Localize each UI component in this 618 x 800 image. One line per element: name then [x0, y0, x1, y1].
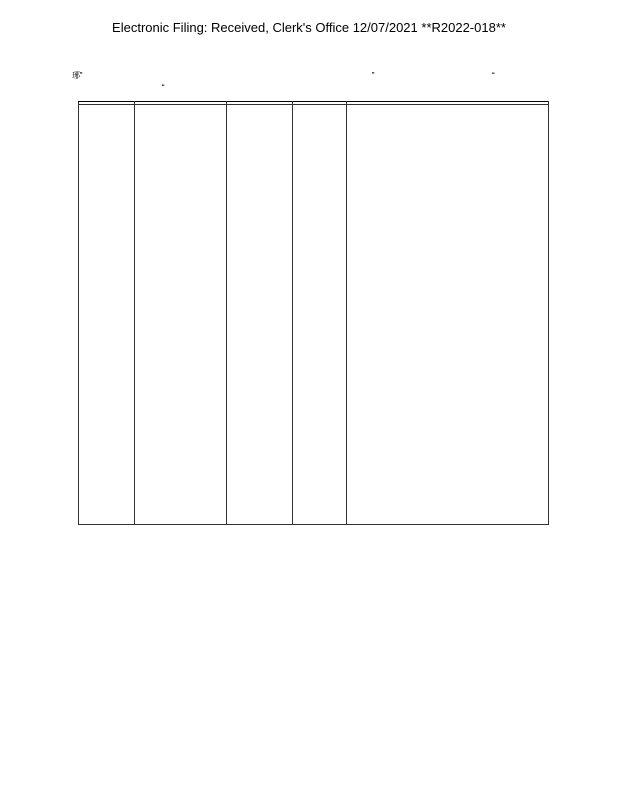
table-cell: [135, 105, 227, 525]
intro-right-line:       : [372, 71, 514, 80]
intro-left: [72, 70, 274, 94]
intro-right: [372, 70, 514, 82]
table-row: [79, 105, 549, 525]
table-cell: [227, 105, 293, 525]
document-table: [78, 101, 549, 525]
table-cell: [293, 105, 347, 525]
intro-left-line: 琊    : [72, 71, 198, 80]
table-cell: [347, 105, 549, 525]
table-cell: [79, 105, 135, 525]
filing-stamp: Electronic Filing: Received, Clerk's Office 12/07/2021 **R2022-018**: [112, 20, 506, 35]
intro-left-line:     : [162, 83, 274, 92]
